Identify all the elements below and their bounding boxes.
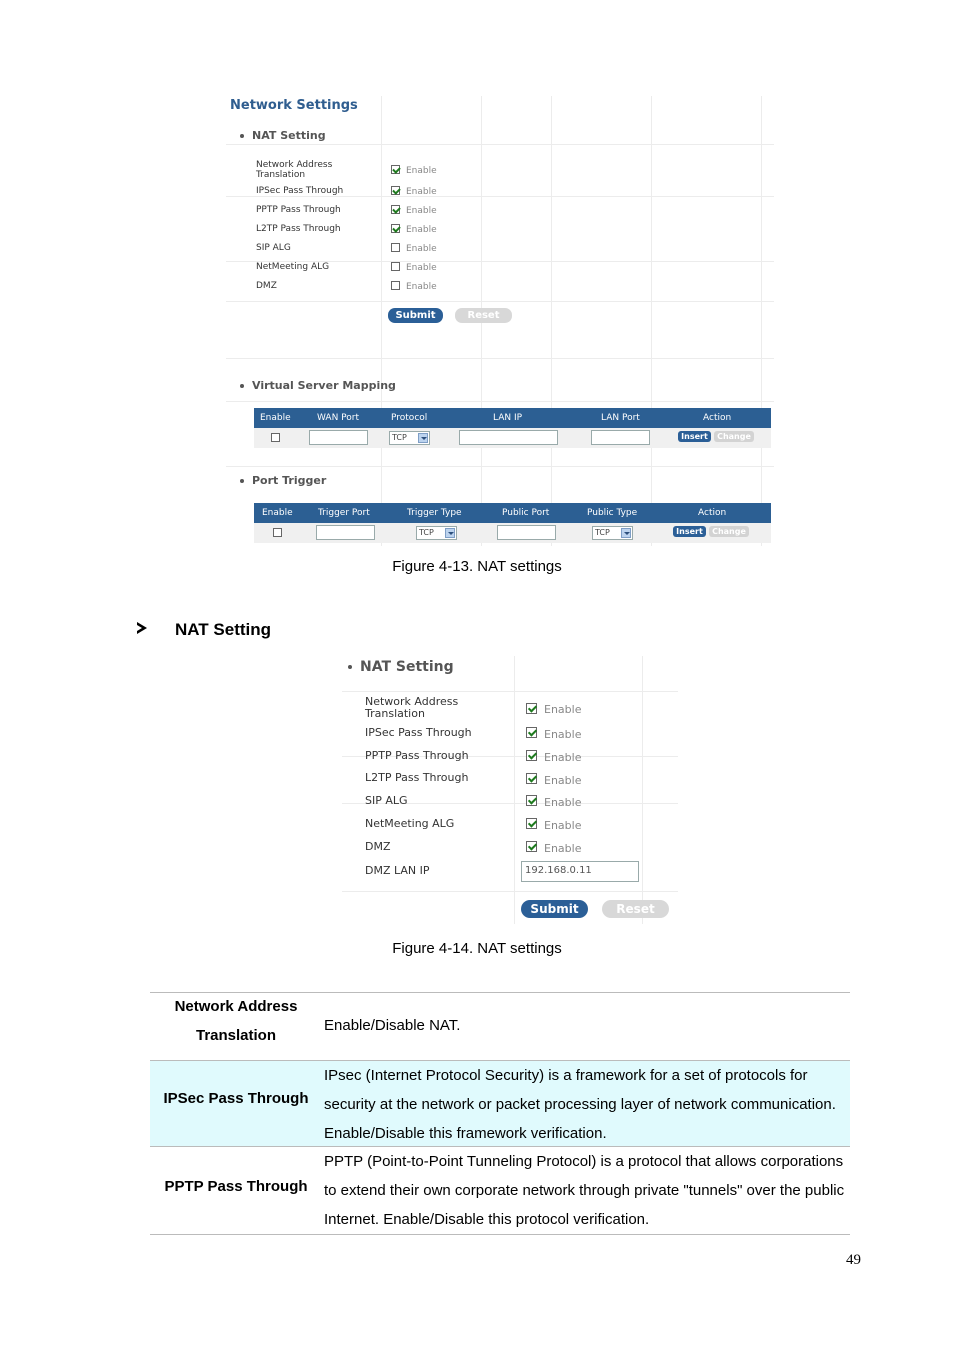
ipsec-row-label: IPSec Pass Through (365, 726, 472, 739)
sip-alg-checkbox[interactable] (391, 243, 400, 252)
sip-alg-row-label: SIP ALG (365, 794, 408, 807)
table-row (150, 1147, 850, 1235)
lan-port-input[interactable] (591, 430, 650, 445)
l2tp-row-label: L2TP Pass Through (256, 224, 341, 234)
protocol-select[interactable] (389, 431, 430, 445)
enable-label: Enable (544, 728, 582, 741)
port-trigger-heading-text: Port Trigger (252, 474, 327, 487)
column-header: Public Port (502, 508, 550, 518)
l2tp-checkbox[interactable] (526, 773, 537, 784)
virtual-server-heading-text: Virtual Server Mapping (252, 379, 396, 392)
reset-button[interactable]: Reset (602, 900, 669, 918)
submit-button[interactable]: Submit (521, 900, 588, 918)
enable-label: Enable (544, 703, 582, 716)
column-header: Enable (262, 508, 293, 518)
netmeeting-checkbox[interactable] (526, 818, 537, 829)
nat-settings-screenshot-2 (342, 656, 678, 924)
nat-setting-heading-text: NAT Setting (360, 659, 454, 675)
column-header: Action (703, 413, 732, 423)
trigger-port-input[interactable] (316, 525, 375, 540)
trigger-type-value: TCP (419, 528, 434, 537)
submit-button[interactable]: Submit (388, 308, 443, 323)
port-trigger-heading (240, 474, 326, 487)
nat-checkbox[interactable] (391, 165, 400, 174)
ipsec-checkbox[interactable] (526, 727, 537, 738)
enable-label: Enable (406, 244, 437, 254)
port-trigger-table-header (254, 503, 771, 523)
figure-caption: Figure 4-13. NAT settings (392, 558, 562, 575)
figure-caption: Figure 4-14. NAT settings (392, 940, 562, 957)
column-header: WAN Port (317, 413, 359, 423)
public-type-select[interactable] (592, 526, 633, 540)
enable-label: Enable (406, 263, 437, 273)
term-cell: Network Address Translation (174, 998, 298, 1044)
enable-label: Enable (544, 774, 582, 787)
reset-button[interactable]: Reset (455, 308, 512, 323)
enable-checkbox[interactable] (273, 528, 282, 537)
page-title: Network Settings (230, 98, 358, 113)
column-header: Protocol (391, 413, 428, 423)
nat-settings-screenshot-1 (226, 96, 774, 546)
enable-label: Enable (406, 187, 437, 197)
dmz-row-label: DMZ (365, 840, 391, 853)
enable-label: Enable (406, 206, 437, 216)
chevron-down-icon (445, 528, 455, 538)
virtual-server-heading (240, 379, 396, 392)
dmz-checkbox[interactable] (391, 281, 400, 290)
enable-label: Enable (544, 842, 582, 855)
table-row (254, 428, 771, 448)
column-header: Action (698, 508, 727, 518)
pptp-checkbox[interactable] (391, 205, 400, 214)
netmeeting-row-label: NetMeeting ALG (256, 262, 330, 272)
change-button[interactable]: Change (714, 431, 754, 442)
ipsec-checkbox[interactable] (391, 186, 400, 195)
protocol-value: TCP (392, 433, 407, 442)
lan-ip-input[interactable] (459, 430, 558, 445)
dmz-checkbox[interactable] (526, 841, 537, 852)
nat-setting-heading (240, 129, 326, 142)
page-number: 49 (846, 1252, 861, 1268)
l2tp-row-label: L2TP Pass Through (365, 771, 469, 784)
pptp-row-label: PPTP Pass Through (256, 205, 341, 215)
section-heading: NAT Setting (175, 620, 272, 639)
nat-row-label: Network Address Translation (365, 695, 459, 720)
sip-alg-row-label: SIP ALG (256, 243, 291, 253)
column-header: Trigger Type (407, 508, 462, 518)
enable-label: Enable (406, 282, 437, 292)
column-header: Public Type (587, 508, 638, 518)
term-cell: PPTP Pass Through (164, 1178, 308, 1195)
term-cell: IPSec Pass Through (163, 1090, 309, 1107)
netmeeting-row-label: NetMeeting ALG (365, 817, 455, 830)
public-type-value: TCP (595, 528, 610, 537)
insert-button[interactable]: Insert (673, 526, 706, 537)
description-table (150, 992, 850, 1235)
enable-label: Enable (544, 819, 582, 832)
pptp-checkbox[interactable] (526, 750, 537, 761)
enable-label: Enable (544, 796, 582, 809)
nat-row-label: Network Address Translation (256, 160, 333, 180)
definition-cell: Enable/Disable NAT. (324, 1017, 461, 1034)
sip-alg-checkbox[interactable] (526, 795, 537, 806)
nat-setting-heading-text: NAT Setting (252, 129, 326, 142)
table-row (150, 992, 850, 1060)
chevron-down-icon (418, 433, 428, 443)
virtual-server-table-header (254, 408, 771, 428)
nat-checkbox[interactable] (526, 703, 537, 714)
enable-label: Enable (406, 166, 437, 176)
column-header: Trigger Port (318, 508, 370, 518)
ipsec-row-label: IPSec Pass Through (256, 186, 344, 196)
table-row (254, 523, 771, 543)
enable-label: Enable (544, 751, 582, 764)
table-row (150, 1060, 850, 1147)
arrow-bullet-icon (137, 622, 147, 634)
column-header: LAN IP (493, 413, 523, 423)
definition-cell: IPsec (Internet Protocol Security) is a framework for a set of protocols for security at the network or packet processing layer of network communication. Enable/Disable this framework verification. (324, 1067, 836, 1142)
enable-label: Enable (406, 225, 437, 235)
insert-button[interactable]: Insert (678, 431, 711, 442)
dmz-lan-ip-input[interactable]: 192.168.0.11 (521, 861, 639, 882)
trigger-type-select[interactable] (416, 526, 457, 540)
l2tp-checkbox[interactable] (391, 224, 400, 233)
wan-port-input[interactable] (309, 430, 368, 445)
chevron-down-icon (621, 528, 631, 538)
pptp-row-label: PPTP Pass Through (365, 749, 469, 762)
dmz-row-label: DMZ (256, 281, 277, 291)
nat-setting-heading (348, 659, 454, 675)
column-header: Enable (260, 413, 291, 423)
public-port-input[interactable] (497, 525, 556, 540)
definition-cell: PPTP (Point-to-Point Tunneling Protocol) is a protocol that allows corporations to extend their own corporate network through private "tunnels" over the public Internet. Enable/Disable this protocol verification. (324, 1153, 845, 1228)
change-button[interactable]: Change (709, 526, 749, 537)
netmeeting-checkbox[interactable] (391, 262, 400, 271)
enable-checkbox[interactable] (271, 433, 280, 442)
column-header: LAN Port (601, 413, 640, 423)
dmz-lan-ip-label: DMZ LAN IP (365, 864, 430, 877)
